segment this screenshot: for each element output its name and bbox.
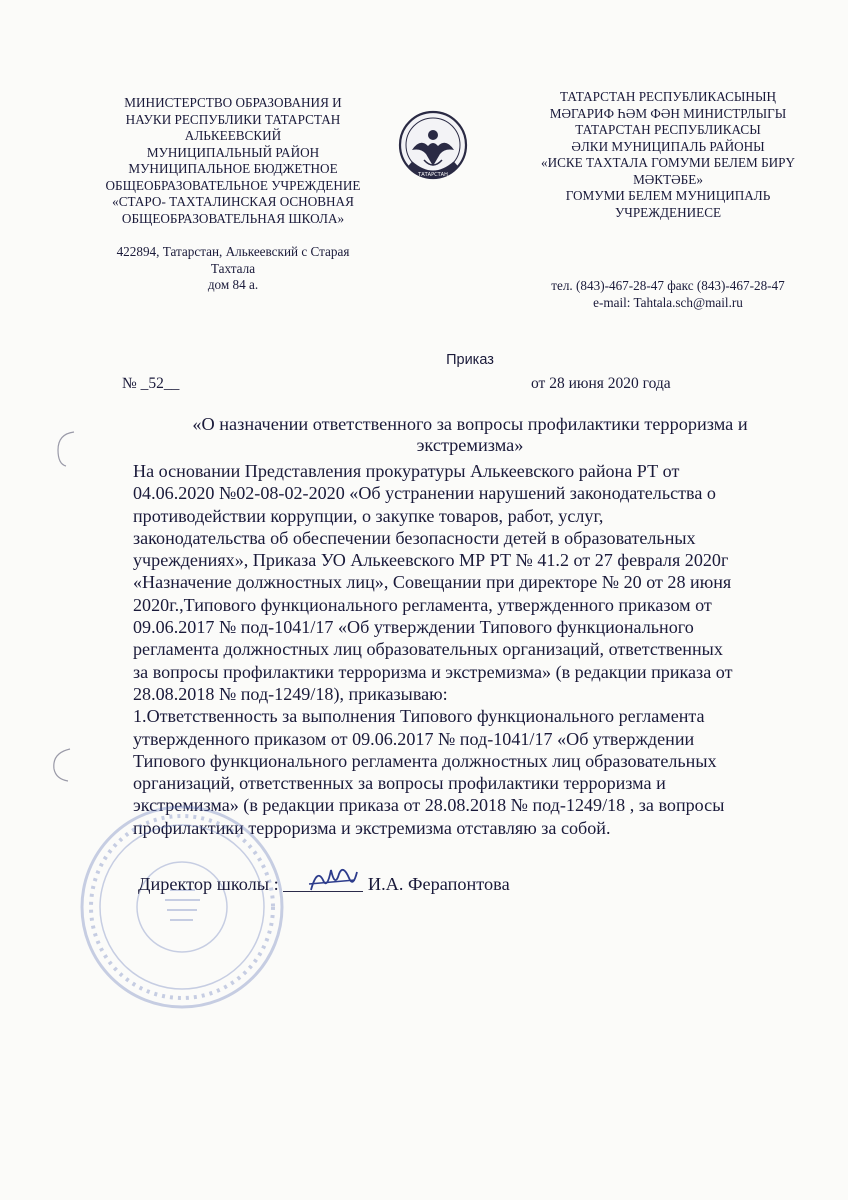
address-line: 422894, Татарстан, Алькеевский с Старая	[116, 244, 350, 259]
email-line: e-mail: Tahtala.sch@mail.ru	[593, 294, 743, 310]
subject-line: «О назначении ответственного за вопросы профилактики терроризма и	[192, 414, 748, 434]
body-line: законодательства об обеспечении безопасности детей в образовательных	[133, 527, 696, 548]
address-line: дом 84 а.	[207, 277, 259, 292]
body-line: утвержденного приказом от 09.06.2017 № под-1041/17 «Об утверждении	[133, 728, 695, 749]
document-number: № _52__	[122, 375, 180, 392]
header-left-line: ОБЩЕОБРАЗОВАТЕЛЬНОЕ УЧРЕЖДЕНИЕ	[105, 177, 361, 193]
body-line: 1.Ответственность за выполнения Типового функционального регламента	[133, 706, 705, 727]
body-line: 04.06.2020 №02-08-02-2020 «Об устранении нарушений законодательства о	[133, 483, 716, 504]
header-right-line: ТАТАРСТАН РЕСПУБЛИКАСЫНЫҢ	[560, 89, 776, 104]
header-right-line: МӘКТӘБЕ»	[633, 171, 703, 187]
signature-name: И.А. Ферапонтова	[367, 874, 510, 894]
school-seal-icon	[75, 800, 290, 1015]
body-line: 2020г.,Типового функционального регламента, утвержденного приказом от	[133, 594, 712, 615]
header-left-block	[92, 95, 374, 294]
header-left-line: МУНИЦИПАЛЬНОЕ БЮДЖЕТНОЕ	[128, 161, 338, 176]
header-right-line: УЧРЕЖДЕНИЕСЕ	[614, 204, 722, 220]
header-left-line: МУНИЦИПАЛЬНЫЙ РАЙОН	[146, 144, 320, 160]
header-left-line: МИНИСТЕРСТВО ОБРАЗОВАНИЯ И	[124, 95, 342, 110]
body-line: экстремизма» (в редакции приказа от 28.08.2018 № под-1249/18 , за вопросы	[133, 795, 725, 816]
document-body	[133, 460, 823, 839]
header-left-line: ОБЩЕОБРАЗОВАТЕЛЬНАЯ ШКОЛА»	[121, 210, 345, 226]
emblem-caption: ТАТАРСТАН	[418, 172, 448, 178]
phone-fax-line: тел. (843)-467-28-47 факс (843)-467-28-47	[551, 278, 785, 293]
document-type: Приказ	[446, 352, 494, 368]
body-line: профилактики терроризма и экстремизма отставляю за собой.	[133, 817, 611, 838]
header-left-line: АЛЬКЕЕВСКИЙ	[184, 128, 282, 143]
contact-block	[520, 278, 816, 311]
body-line: регламента должностных лиц образовательных организаций, ответственных	[133, 639, 723, 660]
body-line: организаций, ответственных за вопросы профилактики терроризма и	[133, 773, 666, 794]
body-line: 09.06.2017 № под-1041/17 «Об утверждении Типового функционального	[133, 617, 694, 638]
address-line: Тахтала	[210, 260, 256, 276]
header-right-line: МӘГАРИФ ҺӘМ ФӘН МИНИСТРЛЫГЫ	[549, 105, 787, 121]
scan-artifact-icon	[48, 745, 74, 785]
document-subject	[140, 414, 800, 456]
document-date: от 28 июня 2020 года	[531, 375, 671, 392]
header-right-line: «ИСКЕ ТАХТАЛА ГОМУМИ БЕЛЕМ БИРҮ	[540, 155, 796, 170]
body-line: учреждениях», Приказа УО Алькеевского МР РТ № 41.2 от 27 февраля 2020г	[133, 550, 729, 571]
school-address	[92, 244, 374, 294]
subject-line: экстремизма»	[416, 435, 524, 455]
handwritten-signature-icon	[305, 860, 363, 900]
body-line: за вопросы профилактики терроризма и экстремизма» (в редакции приказа от	[133, 661, 733, 682]
tatarstan-coat-of-arms-icon	[398, 110, 468, 186]
header-left-line: «СТАРО- ТАХТАЛИНСКАЯ ОСНОВНАЯ	[112, 194, 354, 209]
body-line: 28.08.2018 № под-1249/18), приказываю:	[133, 683, 448, 704]
header-right-line: ГОМУМИ БЕЛЕМ МУНИЦИПАЛЬ	[565, 188, 771, 203]
body-line: «Назначение должностных лиц», Совещании при директоре № 20 от 28 июня	[133, 572, 732, 593]
body-line: Типового функционального регламента должностных лиц образовательных	[133, 750, 717, 771]
body-line: противодействии коррупции, о закупке товаров, работ, услуг,	[133, 505, 604, 526]
body-line: На основании Представления прокуратуры Алькеевского района РТ от	[133, 461, 680, 481]
header-right-line: ТАТАРСТАН РЕСПУБЛИКАСЫ	[575, 122, 761, 137]
signature-title: Директор школы :	[138, 874, 279, 894]
header-right-line: ӘЛКИ МУНИЦИПАЛЬ РАЙОНЫ	[571, 138, 765, 154]
header-right-block	[520, 89, 816, 310]
header-left-line: НАУКИ РЕСПУБЛИКИ ТАТАРСТАН	[125, 111, 341, 127]
scan-artifact-icon	[52, 428, 78, 468]
